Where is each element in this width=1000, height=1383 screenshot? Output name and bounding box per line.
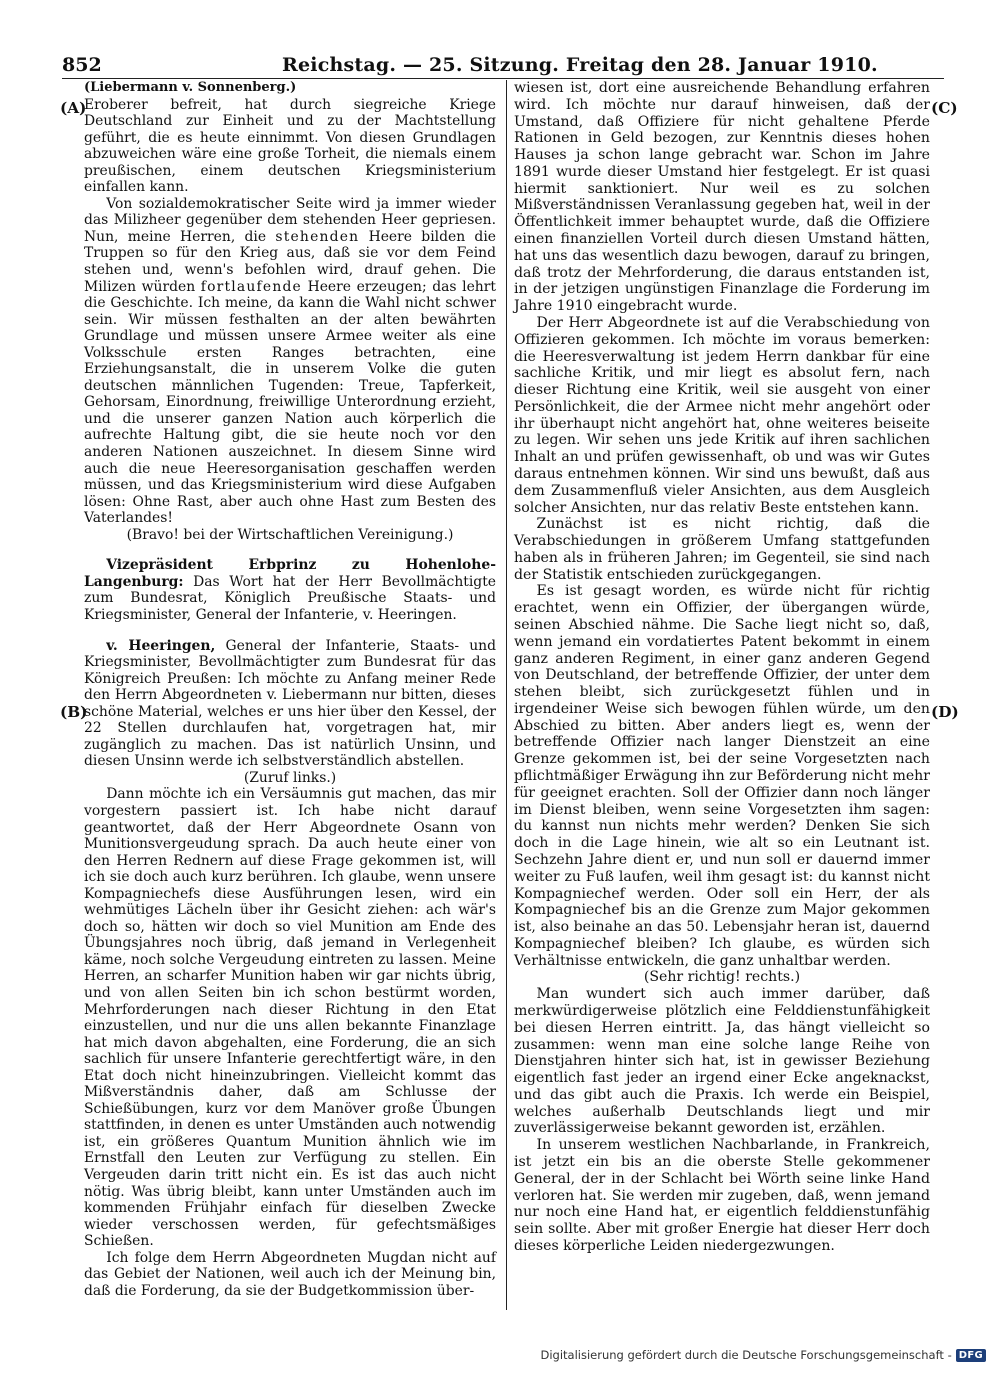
margin-marker-c: (C) xyxy=(931,99,958,117)
speaker-name: v. Heeringen, xyxy=(106,637,216,654)
digitization-footer xyxy=(540,1347,986,1363)
footer-text: Digitalisierung gefördert durch die Deutsche Forschungsgemeinschaft - xyxy=(540,1348,952,1362)
interjection-note: (Sehr richtig! rechts.) xyxy=(643,969,801,986)
paragraph xyxy=(84,638,496,770)
applause-note: (Bravo! bei der Wirtschaftlichen Vereinigung.) xyxy=(126,526,454,543)
paragraph: Zunächst ist es nicht richtig, daß die Verabschiedungen in größerem Umfang stattgefunden haben als in früheren Jahren; im Gegenteil, sie sind nach der Statistik entschieden zurückgegangen. xyxy=(514,516,930,583)
paragraph: Es ist gesagt worden, es würde nicht für richtig erachtet, wenn ein Offizier, der übergangen würde, seinen Abschied nähme. Die Sache liegt nicht so, daß, wenn jemand ein vordatiertes Patent bekommt in einem ganz anderen Regiment, in einer ganz anderen Gegend von Deutschland, der betreffende Offizier, der unter dem stehen bleibt, sich zurückgesetzt fühlen und in irgendeiner Weise sich bewogen fühlen würde, um den Abschied zu bitten. Aber anders liegt es, wenn der betreffende Offizier nach langer Dienstzeit an eine Grenze gekommen ist, bei der seine Vorgesetzten nach pflichtmäßiger Erwägung ihn zur Beförderung nicht mehr für geeignet erachten. Soll der Offizier dann noch länger im Dienst bleiben, wenn seine Vorgesetzten ihm sagen: du kannst nun nichts mehr werden? Denken Sie sich doch in die Lage hinein, wie alt so ein Leutnant ist. Sechzehn Jahre dient er, und nun soll er dauernd immer weiter zu Fuß laufen, weil ihm gesagt ist: du kannst nicht Kompagniechef werden. Oder soll ein Herr, der als Kompagniechef bis an die Grenze zum Major gekommen ist, also beinahe an das 50. Lebensjahr heran ist, dauernd Kompagniechef bleiben? Ich glaube, es würden sich Verhältnisse entwickeln, die ganz unhaltbar werden. xyxy=(514,583,930,969)
spacer xyxy=(84,624,496,638)
margin-marker-b: (B) xyxy=(60,703,88,721)
interjection-note: (Zuruf links.) xyxy=(243,769,337,786)
paragraph: In unserem westlichen Nachbarlande, in Frankreich, ist jetzt ein bis an die oberste Stelle gekommener General, der in der Schlacht bei Wörth seine linke Hand verloren hat. Sie werden mir zugeben, daß, wenn jemand nur noch eine Hand hat, er eigentlich felddienstunfähig sein sollte. Aber mit großer Energie hat dieser Herr doch dieses körperliche Leiden niedergezwungen. xyxy=(514,1137,930,1254)
paragraph: Eroberer befreit, hat durch siegreiche Kriege Deutschland zur Einheit und zu der Machtstellung geführt, die es heute einnimmt. Von diesen Grundlagen abzuweichen wäre eine große Torheit, die niemals einem preußischen, einem deutschen Kriegsministerium einfallen kann. xyxy=(84,96,496,196)
spacer xyxy=(84,543,496,557)
paragraph xyxy=(84,196,496,527)
column-divider xyxy=(506,80,507,1310)
page-header xyxy=(62,54,944,76)
paragraph: Ich folge dem Herrn Abgeordneten Mugdan nicht auf das Gebiet der Nationen, weil auch ich der Meinung bin, daß die Forderung, da sie der Budgetkommission über- xyxy=(84,1249,496,1299)
speaker-name: Vizepräsident Erbprinz zu Hohenlohe-Langenburg: xyxy=(84,557,496,590)
paragraph xyxy=(84,557,496,623)
left-column xyxy=(84,80,496,1299)
speaker-line: (Liebermann v. Sonnenberg.) xyxy=(84,80,297,95)
text-run: Heere bilden die Truppen so für den Krieg aus, daß sie vor dem Feind stehen und, wenn's befohlen wird, drauf gehen. Die Milizen würden xyxy=(84,228,496,295)
paragraph: wiesen ist, dort eine ausreichende Behandlung erfahren wird. Ich möchte nur darauf hinweisen, daß der Umstand, daß Offiziere für nicht gehaltene Pferde Rationen in Geld bezogen, zur Kenntnis dieses hohen Hauses ja schon lange gebracht war. Schon im Jahre 1891 wurde dieser Umstand hier festgelegt. Er ist quasi hiermit sanktioniert. Nur weil es zu solchen Mißverständnissen Veranlassung gegeben hat, weil in der Öffentlichkeit immer behauptet wurde, daß die Offiziere einen finanziellen Vorteil durch diesen Umstand hätten, hat uns das wesentlich dazu bewogen, darauf zu bringen, daß trotz der Mehrforderung, die daraus entstanden ist, in der jetzigen ungünstigen Finanzlage die Forderung im Jahre 1910 eingebracht wurde. xyxy=(514,80,930,315)
emphasis-text: stehenden xyxy=(275,228,360,245)
emphasis-text: fortlaufende xyxy=(200,278,302,295)
margin-marker-a: (A) xyxy=(60,99,87,117)
text-run: Von sozialdemokratischer Seite wird ja immer wieder das Milizheer gegenüber dem stehenden Heer gepriesen. Nun, meine Herren, die xyxy=(84,195,496,245)
header-rule xyxy=(62,78,944,79)
page-number: 852 xyxy=(62,54,102,76)
text-run: Heere erzeugen; das lehrt die Geschichte. Ich meine, da kann die Wahl nicht schwer sein. Wir müssen festhalten an der alten bewährten Grundlage und müssen unsere Armee weiter als eine Volksschule ersten Ranges betrachten, eine Erziehungsanstalt, die in unserem Volke die guten deutschen männlichen Tugenden: Treue, Tapferkeit, Gehorsam, Einordnung, freiwillige Unterordnung erzieht, und die unserer ganzen Nation auch körperlich die aufrechte Haltung gibt, die sie heute noch vor den anderen Nationen auszeichnet. In diesem Sinne wird auch die neue Heeresorganisation geschaffen werden müssen, und das Kriegsministerium wird diese Aufgaben lösen: Ohne Rast, aber auch ohne Hast zum Besten des Vaterlandes! xyxy=(84,278,496,527)
paragraph: Dann möchte ich ein Versäumnis gut machen, das mir vorgestern passiert ist. Ich habe nicht darauf geantwortet, daß der Herr Abgeordnete Osann von Munitionsvergeudung sprach. Da auch heute einer von den Herren Rednern auf diese Frage gekommen ist, will ich sie doch auch kurz berühren. Ich glaube, wenn unsere Kompagniechefs diese Ausführungen lesen, wird ein wehmütiges Lächeln über ihr Gesicht ziehen: ach wär's doch so, hätten wir doch so viel Munition am Ende des Übungsjahres noch übrig, daß jemand in Verlegenheit käme, noch solche Vergeudung eintreten zu lassen. Meine Herren, an scharfer Munition haben wir gar nichts übrig, und von allen Seiten bin ich schon bestürmt worden, Mehrforderungen nach dieser Richtung in den Etat einzustellen, und nur die uns allen bekannte Finanzlage hat mich davon abgehalten, eine Forderung, die an sich sachlich für unsere Infanterie gerechtfertigt wäre, in den Etat doch nicht hineinzubringen. Vielleicht kommt das Mißverständnis daher, daß am Schlusse der Schießübungen, kurz vor dem Manöver große Übungen stattfinden, in denen es unter Umständen auch notwendig ist, ein größeres Quantum Munition ähnlich wie im Ernstfall den Leuten zur Verfügung zu stellen. Ein Vergeuden darin tritt nicht ein. Es ist das auch nicht nötig. Was übrig bleibt, kann unter Umständen auch im kommenden Frühjahr einfach für dieselben Zwecke wieder verschossen werden, für gefechtsmäßiges Schießen. xyxy=(84,786,496,1250)
text-run: Das Wort hat der Herr Bevollmächtigte zum Bundesrat, Königlich Preußische Staats- und Kriegsminister, General der Infanterie, v. Heeringen. xyxy=(84,573,496,623)
text-run: General der Infanterie, Staats- und Kriegsminister, Bevollmächtigter zum Bundesrat für das Königreich Preußen: Ich möchte zu Anfang meiner Rede den Herrn Abgeordneten v. Liebermann nur bitten, dieses schöne Material, welches er uns hier über den Kessel, der 22 Stellen durchlaufen hat, vorgetragen hat, mir zugänglich zu machen. Das ist natürlich Unsinn, und diesen Unsinn werde ich selbstverständlich abstellen. xyxy=(84,637,497,770)
running-title: Reichstag. — 25. Sitzung. Freitag den 28. Januar 1910. xyxy=(282,54,878,76)
dfg-logo: DFG xyxy=(956,1349,986,1362)
right-column xyxy=(514,80,930,1255)
paragraph: Der Herr Abgeordnete ist auf die Verabschiedung von Offizieren gekommen. Ich möchte im voraus bemerken: die Heeresverwaltung ist jedem Herrn dankbar für eine sachliche Kritik, und mir liegt es absolut fern, nach dieser Richtung eine Kritik, weil sie ausgeht von einer Persönlichkeit, die der Armee nicht mehr angehört oder ihr überhaupt nicht angehört hat, ohne weiteres beiseite zu legen. Wir sehen uns jede Kritik auf ihren sachlichen Inhalt an und prüfen gewissenhaft, ob und was wir Gutes daraus entnehmen können. Wir sind uns bewußt, daß aus dem Zusammenfluß vieler Ansichten, aus dem Ausgleich solcher Ansichten, nur das relativ Beste entstehen kann. xyxy=(514,314,930,516)
paragraph: Man wundert sich auch immer darüber, daß merkwürdigerweise plötzlich eine Felddienstunfähigkeit bei diesen Herren eintritt. Ja, das hängt vielleicht so zusammen: wenn man eine solche lange Reihe von Dienstjahren hinter sich hat, ist in gewisser Beziehung eigentlich fast jeder an irgend einer Ecke angeknackst, und das gibt auch die Praxis. Ich werde ein Beispiel, welches außerhalb Deutschlands liegt und mir zuverlässigerweise bekannt geworden ist, erzählen. xyxy=(514,986,930,1137)
margin-marker-d: (D) xyxy=(931,703,959,721)
